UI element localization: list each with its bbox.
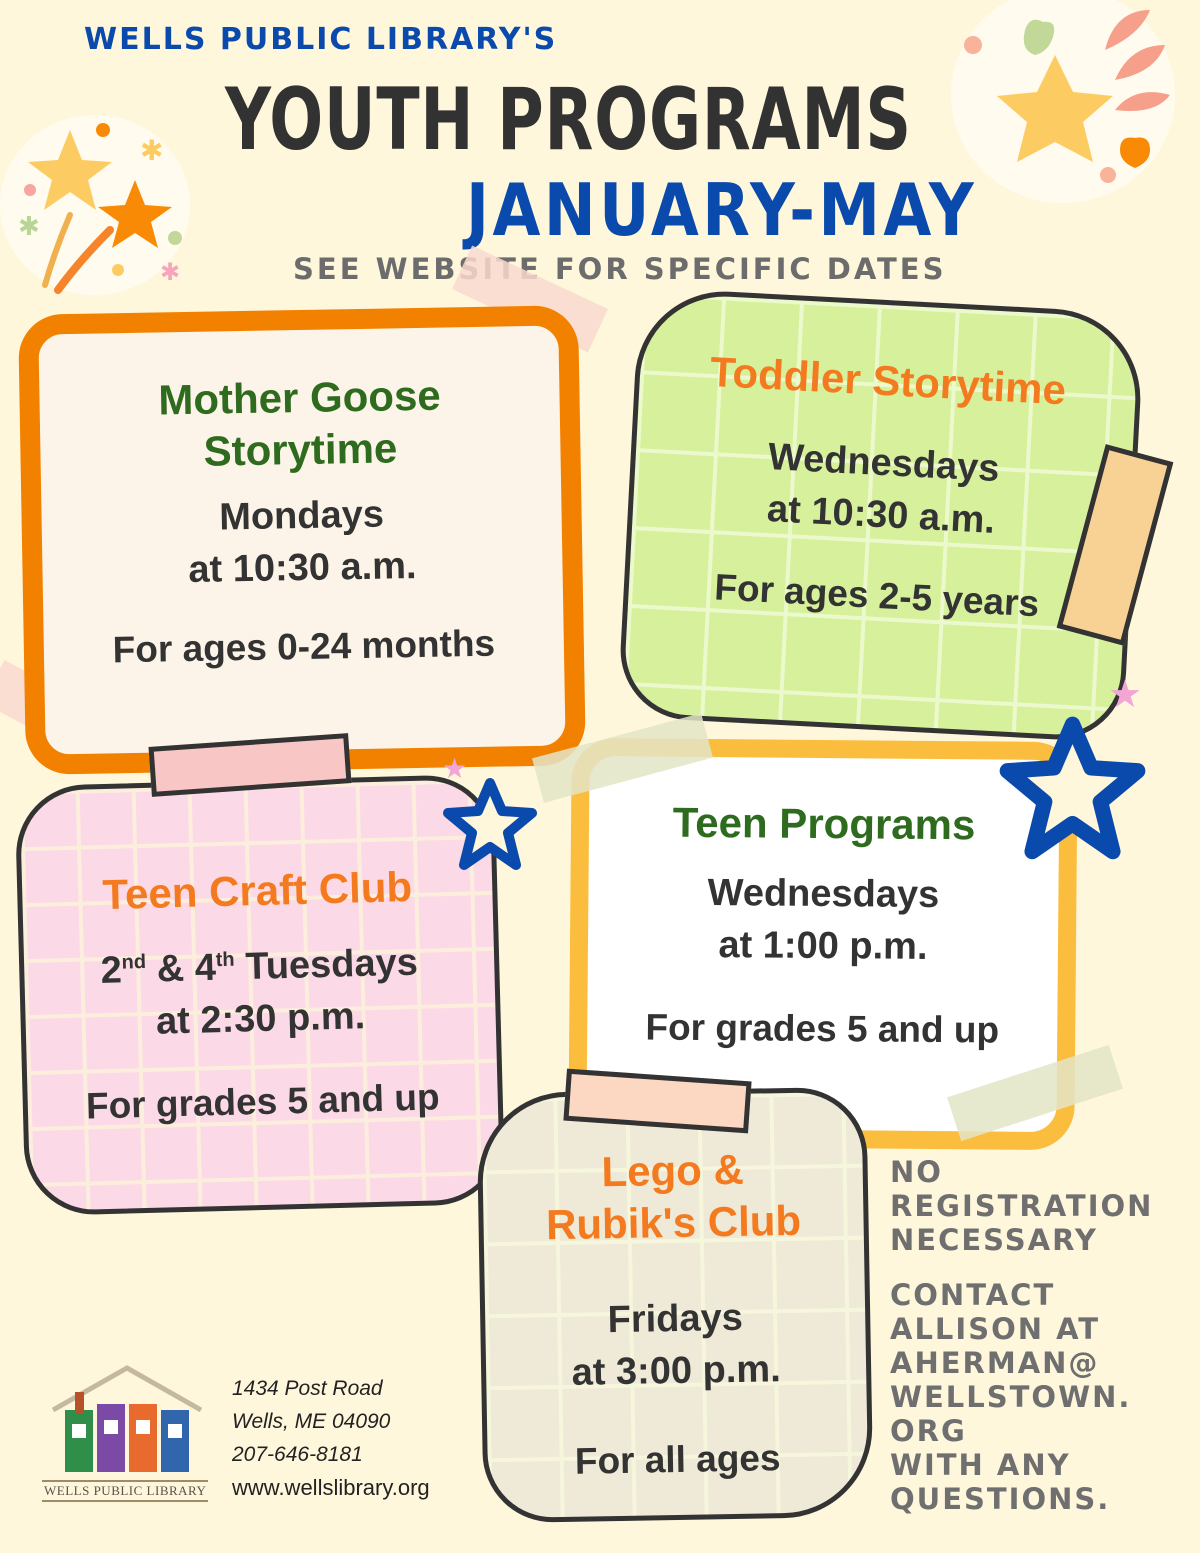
program-audience: For ages 0-24 months xyxy=(112,622,496,671)
program-time: at 10:30 a.m. xyxy=(765,488,997,542)
decorative-stars-cluster-left xyxy=(0,110,200,300)
program-card-lego-rubiks-club xyxy=(476,1087,873,1524)
program-time: at 10:30 a.m. xyxy=(188,545,417,591)
date-range-heading: JANUARY-MAY xyxy=(466,168,978,252)
decorative-star-hearts-right xyxy=(945,0,1175,210)
program-title: Mother Goose xyxy=(157,371,442,424)
program-time: at 3:00 p.m. xyxy=(571,1348,782,1394)
pink-star-icon: ★ xyxy=(1108,672,1143,716)
program-audience: For all ages xyxy=(574,1437,781,1482)
website-dates-note: SEE WEBSITE FOR SPECIFIC DATES xyxy=(293,252,947,286)
program-day: Fridays xyxy=(607,1296,744,1342)
page-title: YOUTH PROGRAMS xyxy=(225,70,912,170)
blue-star-icon xyxy=(995,712,1150,867)
program-day: 2nd & 4th Tuesdays xyxy=(100,941,419,992)
library-logo xyxy=(45,1362,205,1477)
program-day: Wednesdays xyxy=(707,871,940,917)
program-title: Storytime xyxy=(203,424,398,475)
program-title: Teen Programs xyxy=(672,798,976,849)
program-audience: For ages 2-5 years xyxy=(713,566,1041,625)
program-card-mother-goose xyxy=(18,305,586,775)
blue-star-icon xyxy=(440,775,540,875)
program-day: Wednesdays xyxy=(766,436,1001,491)
logo-label: WELLS PUBLIC LIBRARY xyxy=(42,1480,208,1502)
program-title: Teen Craft Club xyxy=(101,862,413,919)
website-link[interactable]: www.wellslibrary.org xyxy=(232,1475,430,1500)
registration-note: NO REGISTRATION NECESSARY xyxy=(890,1155,1154,1257)
program-audience: For grades 5 and up xyxy=(645,1006,1000,1051)
sparkle-icon: ✱ xyxy=(140,134,164,167)
sparkle-icon: ✱ xyxy=(18,212,40,242)
library-address: 1434 Post Road Wells, ME 04090 207-646-8181 www.wellslibrary.org xyxy=(232,1372,430,1504)
program-audience: For grades 5 and up xyxy=(85,1075,441,1127)
program-card-teen-craft-club xyxy=(14,774,505,1216)
program-time: at 1:00 p.m. xyxy=(718,924,928,968)
sparkle-icon: ✱ xyxy=(160,258,181,286)
program-time: at 2:30 p.m. xyxy=(155,994,366,1043)
program-title: Lego & xyxy=(601,1145,745,1196)
contact-note: CONTACT ALLISON AT AHERMAN@ WELLSTOWN. ORG WITH ANY QUESTIONS. xyxy=(890,1278,1132,1516)
library-name-heading: WELLS PUBLIC LIBRARY'S xyxy=(84,22,558,57)
program-day: Mondays xyxy=(218,493,385,539)
program-card-toddler-storytime xyxy=(617,287,1145,743)
program-title: Toddler Storytime xyxy=(708,347,1068,414)
pink-star-icon: ★ xyxy=(442,752,468,785)
program-title: Rubik's Club xyxy=(545,1196,802,1249)
